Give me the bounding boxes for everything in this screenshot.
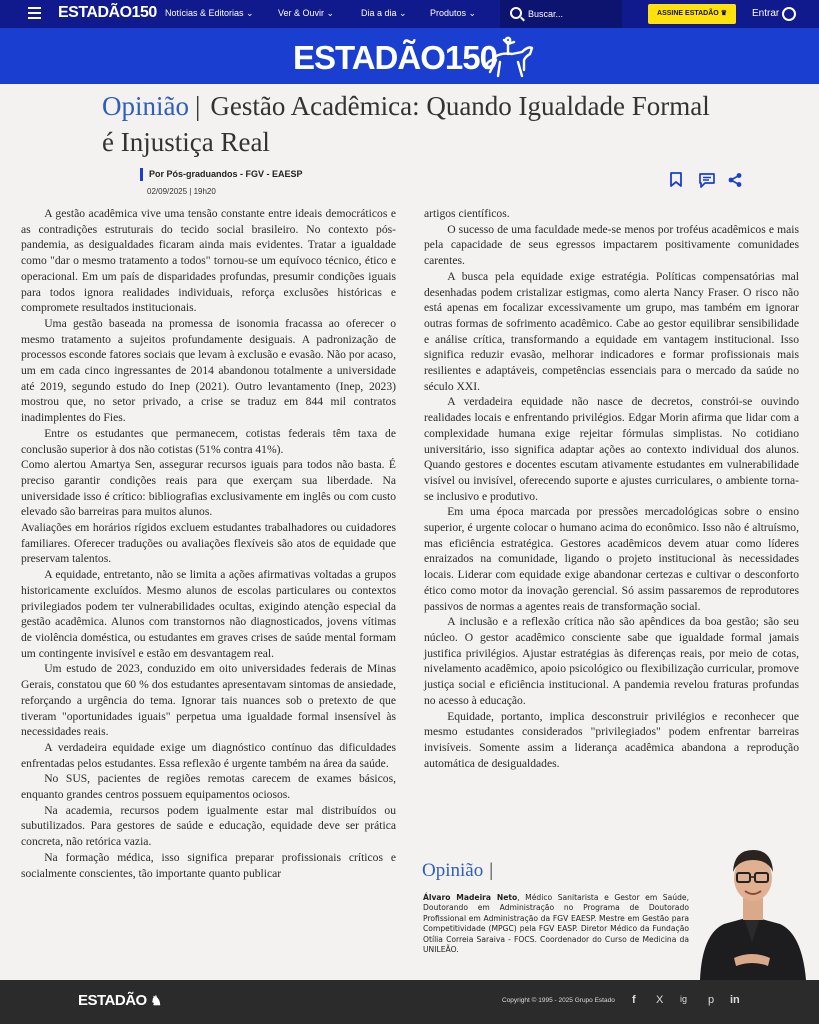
paragraph: Avaliações em horários rígidos excluem estudantes trabalhadores ou cuidadores familiares. Oferecer traduções ou avaliações flexíveis são atos de equidade que preservam talentos. [21,521,396,566]
masthead-banner [0,28,819,84]
masthead-logo[interactable]: ESTADÃO150 [293,39,497,76]
paragraph: artigos científicos. [424,207,510,220]
subscribe-button[interactable]: ASSINE ESTADÃO ♛ [648,4,736,24]
article-headline [102,88,722,160]
paragraph: Uma gestão baseada na promessa de isonomia fracassa ao oferecer o mesmo tratamento a sujeitos profundamente desiguais. A padronização de processos esconde fatores sociais que levam à exclusão e evasão. Não por acaso, um em cada cinco ingressantes de 2014 abandonou totalmente a universidade até 2019, segundo estudo do Inep (2021). Outro levantamento (Inep, 2023) mostrou que, no setor privado, a crise se traduz em 844 mil contratos inadimplentes do Fies. [21,316,396,425]
paragraph: O sucesso de uma faculdade mede-se menos por troféus acadêmicos e mais pela capacidade de seus egressos impactarem positivamente comunidades carentes. [424,222,799,268]
nav-item-produtos[interactable]: Produtos ⌄ [430,8,477,18]
horse-rider-icon [484,36,536,80]
brand-logo[interactable]: ESTADÃO150 [58,4,157,21]
paragraph: A equidade, entretanto, não se limita a ações afirmativas voltadas a grupos historicamente excluídos. Mesmo alunos de escolas particulares ou contextos privilegiados podem ter vulnerabilidades ocultas, exigindo atenção especial da gestão acadêmica. Alunos com transtornos não diagnosticados, jovens vítimas de violência doméstica, ou estudantes em graves crises de saúde mental formam um contingente invisível e estão em desvantagem real. [21,568,396,660]
instagram-icon[interactable]: ig [680,994,688,1004]
title-separator: | [195,91,201,121]
linkedin-icon[interactable]: in [730,994,740,1006]
nav-item-noticias[interactable]: Notícias & Editorias ⌄ [165,8,254,18]
nav-item-ver-ouvir[interactable]: Ver & Ouvir ⌄ [278,8,335,18]
paragraph: A gestão acadêmica vive uma tensão constante entre ideais democráticos e as contradições estruturais do tecido social brasileiro. No contexto pós-pandemia, as desigualdades ficaram ainda mais evidentes. Tratar a igualdade como "dar o mesmo tratamento a todos" tornou-se um equívoco técnico, ético e operacional. Em um país de disparidades profundas, presumir condições iguais para todos ignora realidades individuais, reforça exclusões históricas e compromete resultados institucionais. [21,207,396,315]
comments-icon[interactable] [698,172,716,188]
paragraph: Na formação médica, isso significa preparar profissionais críticos e socialmente conscientes, tão importante quanto publicar [21,850,396,880]
author-name: Álvaro Madeira Neto [423,893,518,902]
paragraph: Equidade, portanto, implica desconstruir privilégios e reconhecer que mesmo estudantes considerados "privilegiados" podem enfrentar barreiras invisíveis. Somente assim a liderança acadêmica abandona a reprodução automática de desigualdades. [424,709,799,770]
search-placeholder: Buscar... [528,9,564,19]
paragraph: A busca pela equidade exige estratégia. Políticas compensatórias mal desenhadas podem cristalizar estigmas, como alerta Nancy Fraser. O risco não está apenas em focalizar excessivamente um grupo, mas também em ignorar outras formas de sofrimento acadêmico. Cabe ao gestor equilibrar sensibilidade e análise crítica, transformando a equidade em vantagem institucional. Isso significa reduzir evasão, melhorar indicadores e formar profissionais mais resilientes e adaptáveis, competências essenciais para o mercado da saúde no século XXI. [424,269,799,393]
search-icon [510,7,522,19]
menu-icon[interactable] [28,7,41,20]
bookmark-icon[interactable] [669,172,683,188]
paragraph: Em uma época marcada por pressões mercadológicas sobre o ensino superior, é urgente colocar o humano acima do econômico. Isso não é altruísmo, mas eficiência estratégica. Gestores acadêmicos devem atuar como líderes enraizados na comunidade, ligando o projeto institucional às necessidades locais. Liderar com equidade exige abandonar certezas e cultivar o desconforto ético como motor da inovação gerencial. Só assim passaremos de reprodutores passivos de normas a agentes reais de transformação social. [424,505,799,613]
footer-logo[interactable]: ESTADÃO ♞ [78,992,162,1009]
chevron-down-icon: ⌄ [468,8,477,18]
article-column-right [424,206,799,771]
author-photo [694,838,809,980]
article-byline: Por Pós-graduandos - FGV - EAESP [140,168,303,181]
user-icon[interactable] [782,7,796,21]
top-navbar [0,0,819,28]
paragraph: Como alertou Amartya Sen, assegurar recursos iguais para todos não basta. É preciso garantir condições reais para que exerçam sua liberdade. Na universidade isso é crítico: bibliografias exclusivamente em inglês ou com custo elevado são barreiras para muitos alunos. [21,458,396,519]
paragraph: A inclusão e a reflexão crítica não são apêndices da boa gestão; são seu núcleo. O gestor acadêmico consciente sabe que igualdade formal jamais justifica privilégios. Ajustar estratégias às diferenças reais, por meio de cotas, nivelamento acadêmico, apoio psicológico ou flexibilização curricular, promove justiça social e eficiência institucional. A pandemia revelou fraturas profundas no acesso à educação. [424,615,799,707]
search-box[interactable] [500,0,622,28]
chevron-down-icon: ⌄ [246,8,254,18]
copyright-text: Copyright © 1995 - 2025 Grupo Estado [502,997,615,1004]
article-column-left [21,206,396,978]
paragraph: Um estudo de 2023, conduzido em oito universidades federais de Minas Gerais, constatou que 60 % dos estudantes apresentavam sintomas de ansiedade, reforçando a urgência do tema. Ignorar tais nuances sob o pretexto de que tiveram "oportunidades iguais" perpetua uma igualdade formal insensível às necessidades reais. [21,662,396,739]
author-bio: Álvaro Madeira Neto, Médico Sanitarista e Gestor em Saúde, Doutorando em Administração no Programa de Doutorado Profissional em Administração da FGV EAESP. Mestre em Gestão para Competitividade (MPGC) pela FGV EASP. Diretor Médico da Fundação Otília Correia Saraiva - FOCS. Coordenador do Curso de Medicina da UNILEÃO. [423,893,689,955]
login-link[interactable]: Entrar [752,8,780,19]
section-label[interactable]: Opinião [102,91,189,121]
author-section-label: Opinião | [422,860,494,881]
x-icon[interactable]: X [656,994,664,1006]
facebook-icon[interactable]: f [632,994,636,1006]
nav-item-dia-a-dia[interactable]: Dia a dia ⌄ [361,8,407,18]
chevron-down-icon: ⌄ [326,8,335,18]
article-title: Gestão Acadêmica: Quando Igualdade Formal é Injustiça Real [102,91,710,157]
chevron-down-icon: ⌄ [399,8,407,18]
article-date: 02/09/2025 | 19h20 [147,187,216,196]
paragraph: No SUS, pacientes de regiões remotas carecem de exames básicos, enquanto grandes centros possuem equipamentos ociosos. [21,772,396,802]
paragraph: A verdadeira equidade não nasce de decretos, constrói-se ouvindo realidades locais e enfrentando privilégios. Edgar Morin afirma que lidar com a complexidade humana exige rejeitar fórmulas simplistas. No cotidiano universitário, isso significa adaptar ações ao contexto individual dos alunos. Quando gestores e docentes escutam ativamente estudantes em vulnerabilidade visível ou invisível, oferecendo suporte e ajustes curriculares, o ambiente torna-se inclusivo e produtivo. [424,395,799,503]
paragraph: Na academia, recursos podem igualmente estar mal distribuídos ou subutilizados. Para gestores de saúde e educação, equidade deve ser prática concreta, não retórica vazia. [21,803,396,849]
share-icon[interactable] [727,172,743,188]
paragraph: Entre os estudantes que permanecem, cotistas federais têm taxa de conclusão superior à dos não cotistas (51% contra 41%). [21,426,396,456]
paragraph: A verdadeira equidade exige um diagnóstico contínuo das dificuldades enfrentadas pelos estudantes. Essa reflexão é urgente também na área da saúde. [21,740,396,770]
crown-icon: ♛ [720,10,727,17]
pinterest-icon[interactable]: p [708,994,715,1006]
page-footer [0,980,819,1024]
